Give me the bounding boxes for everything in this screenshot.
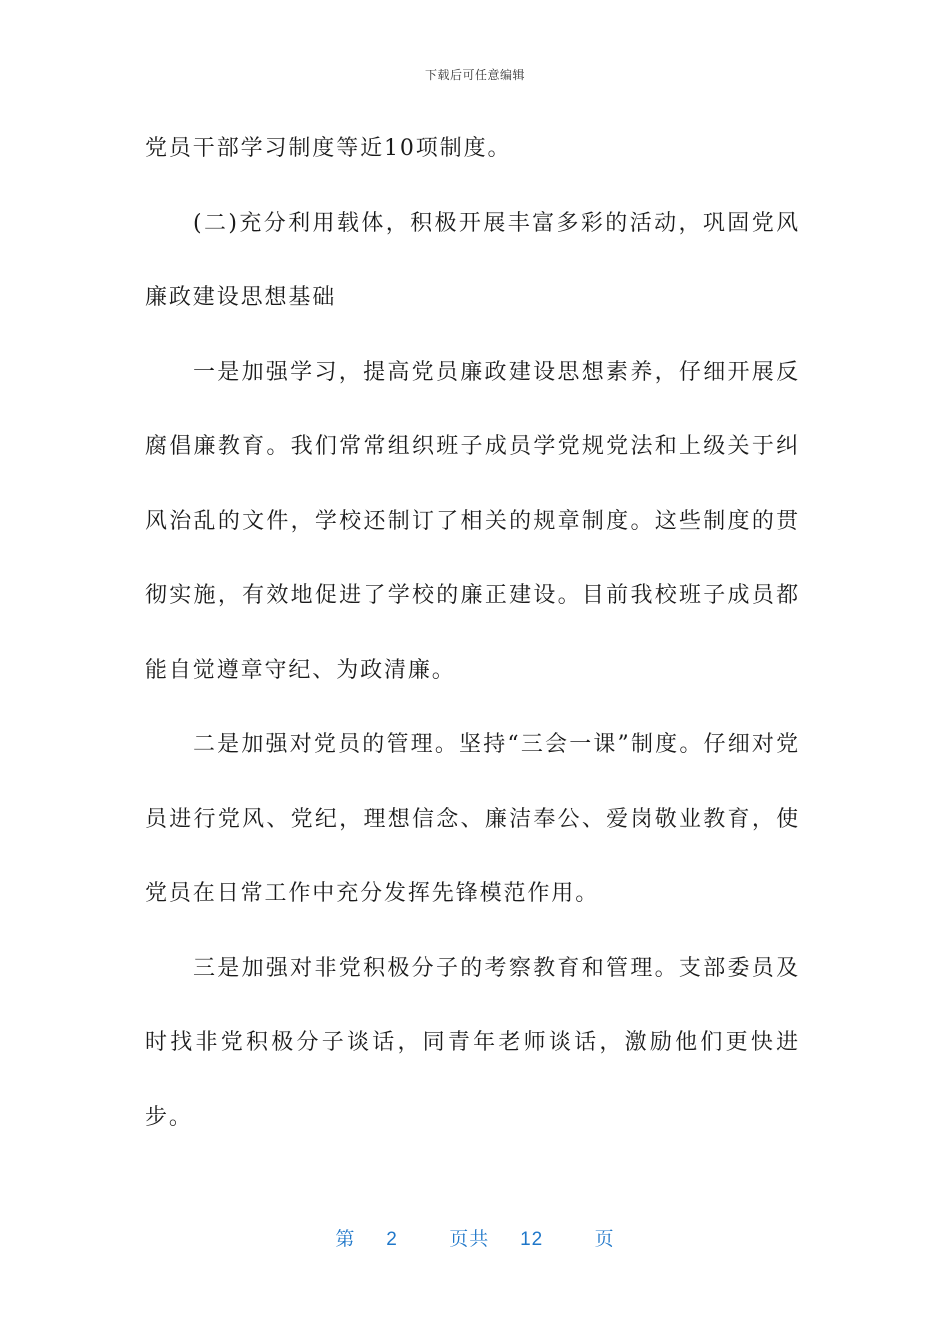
section-heading: (二)充分利用载体，积极开展丰富多彩的活动，巩固党风廉政建设思想基础 <box>145 210 800 310</box>
footer-prefix: 第 <box>335 1229 356 1250</box>
paragraph-member-management: 二是加强对党员的管理。坚持“三会一课”制度。仔细对党员进行党风、党纪，理想信念、廉洁奉公、爱岗敬业教育，使党员在日常工作中充分发挥先锋模范作用。 <box>145 732 800 906</box>
document-body <box>145 112 800 1155</box>
paragraph-activist-education: 三是加强对非党积极分子的考察教育和管理。支部委员及时找非党积极分子谈话，同青年老师谈话，激励他们更快进步。 <box>145 955 800 1130</box>
paragraph-study: 一是加强学习，提高党员廉政建设思想素养，仔细开展反腐倡廉教育。我们常常组织班子成员学党规党法和上级关于纠风治乱的文件，学校还制订了相关的规章制度。这些制度的贯彻实施，有效地促进了学校的廉正建设。目前我校班子成员都能自觉遵章守纪、为政清廉。 <box>145 359 800 683</box>
footer-suffix: 页 <box>594 1229 615 1250</box>
paragraph-continuation: 党员干部学习制度等近10项制度。 <box>145 136 512 161</box>
page-header-note: 下载后可任意编辑 <box>424 68 525 82</box>
footer-current-page: 2 <box>386 1229 398 1250</box>
footer-total-pages: 12 <box>520 1229 544 1250</box>
footer-middle: 页共 <box>449 1229 490 1250</box>
page-footer <box>0 1224 950 1251</box>
